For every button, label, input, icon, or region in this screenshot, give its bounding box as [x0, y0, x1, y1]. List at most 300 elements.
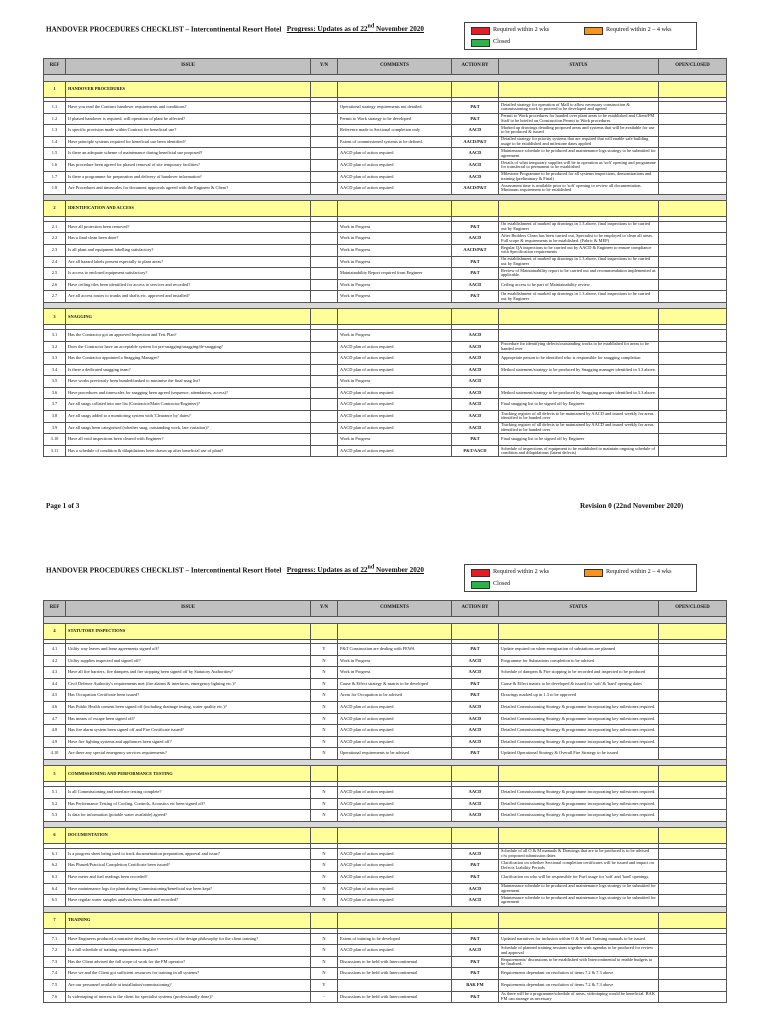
- legend-orange-swatch: [584, 27, 603, 35]
- row-ref: 4.10: [44, 748, 66, 760]
- section-header-row: [44, 623, 727, 639]
- row-issue: Have maintenance logs for plant during Commissioning/beneficial use been kept?: [66, 883, 311, 895]
- row-comments: Work in Progress: [338, 667, 452, 679]
- table-row: [44, 233, 727, 245]
- row-ref: 3.7: [44, 399, 66, 411]
- row-open-closed: [659, 291, 727, 303]
- row-yn: [311, 113, 338, 125]
- row-issue: Does the Contractor have an acceptable system for pre-snagging/snagging/de-snagging?: [66, 341, 311, 353]
- row-issue: Utility way leaves and lease agreements signed off?: [66, 644, 311, 656]
- row-open-closed: [659, 411, 727, 423]
- col-header-action: ACTION BY: [452, 59, 499, 75]
- row-status: Schedule of dampers & Fire stopping to be recorded and inspected to be produced: [499, 667, 659, 679]
- document-header-page-2: [46, 565, 424, 574]
- table-row: [44, 798, 727, 810]
- table-row: [44, 136, 727, 148]
- row-open-closed: [659, 399, 727, 411]
- row-comments: AACD plan of action required: [338, 399, 452, 411]
- row-ref: 3.1: [44, 329, 66, 341]
- row-action-by: AACD: [452, 329, 499, 341]
- row-status: Tracking register of all defects to be maintained by AACD and issued weekly for areas identified to be handed over: [499, 411, 659, 423]
- section-empty-cell: [499, 623, 659, 639]
- document-title: HANDOVER PROCEDURES CHECKLIST – Intercontinental Resort Hotel: [46, 25, 282, 34]
- section-empty-cell: [452, 81, 499, 97]
- row-comments: Discussions to be held with Intercontinental: [338, 968, 452, 980]
- row-ref: 7.2: [44, 945, 66, 957]
- row-ref: 6.1: [44, 848, 66, 860]
- table-row: [44, 399, 727, 411]
- table-row: [44, 895, 727, 907]
- row-open-closed: [659, 980, 727, 992]
- section-ref: 1: [44, 81, 66, 97]
- section-empty-cell: [452, 201, 499, 217]
- row-open-closed: [659, 159, 727, 171]
- row-action-by: AACD: [452, 786, 499, 798]
- row-action-by: AACD: [452, 353, 499, 365]
- row-action-by: AACD: [452, 125, 499, 137]
- row-issue: Is all Commissioning and interface testing complete?: [66, 786, 311, 798]
- row-action-by: AACD: [452, 667, 499, 679]
- row-status: Milestone Programme to be produced for all systems inspections, demonstrations and training (preliminary & Final): [499, 171, 659, 183]
- section-empty-cell: [338, 309, 452, 325]
- row-yn: N: [311, 701, 338, 713]
- section-empty-cell: [499, 766, 659, 782]
- row-open-closed: [659, 644, 727, 656]
- legend-red-label: Required within 2 wks: [493, 568, 550, 575]
- row-action-by: P&T: [452, 113, 499, 125]
- row-action-by: AACD: [452, 798, 499, 810]
- progress-date: Progress: Updates as of 22nd November 2020: [286, 24, 424, 34]
- row-yn: [311, 422, 338, 434]
- row-yn: [311, 136, 338, 148]
- row-status: After Builders Clean has been carried out, Specialist to be employed to clean all areas. Full scope & requirements to be established. (Fabric & MEP): [499, 233, 659, 245]
- table-row: [44, 933, 727, 945]
- row-issue: Have works previously been bunded/tanked to minimise the final snag list?: [66, 376, 311, 388]
- row-open-closed: [659, 329, 727, 341]
- row-comments: Work in Progress: [338, 233, 452, 245]
- row-issue: If phased handover is required, will operation of plant be affected?: [66, 113, 311, 125]
- section-empty-cell: [311, 913, 338, 929]
- section-header-row: [44, 913, 727, 929]
- row-issue: Have principle systems required for beneficial use been identified?: [66, 136, 311, 148]
- row-yn: [311, 102, 338, 114]
- row-yn: [311, 387, 338, 399]
- row-action-by: P&T: [452, 871, 499, 883]
- row-action-by: AACD: [452, 387, 499, 399]
- row-ref: 3.4: [44, 364, 66, 376]
- row-issue: Are there any special emergency services requirements?: [66, 748, 311, 760]
- row-comments: Work in Progress: [338, 376, 452, 388]
- section-empty-cell: [311, 81, 338, 97]
- row-action-by: P&T/AACD: [452, 445, 499, 457]
- row-action-by: P&T: [452, 956, 499, 968]
- row-yn: N: [311, 848, 338, 860]
- section-empty-cell: [311, 766, 338, 782]
- col-header-yn: Y/N: [311, 59, 338, 75]
- row-action-by: AACD: [452, 655, 499, 667]
- row-yn: -: [311, 991, 338, 1003]
- row-comments: AACD plan of action required: [338, 810, 452, 822]
- section-empty-cell: [452, 828, 499, 844]
- row-yn: [311, 279, 338, 291]
- row-action-by: AACD: [452, 148, 499, 160]
- row-ref: 3.6: [44, 387, 66, 399]
- row-open-closed: [659, 895, 727, 907]
- row-ref: 7.3: [44, 956, 66, 968]
- row-comments: Operational strategy requirements not detailed.: [338, 102, 452, 114]
- row-yn: N: [311, 798, 338, 810]
- table-row: [44, 644, 727, 656]
- legend-green-swatch: [471, 581, 490, 589]
- row-status: Detailed Commissioning Strategy & programme incorporating key milestones required.: [499, 786, 659, 798]
- row-status: Detailed Commissioning Strategy & programme incorporating key milestones required.: [499, 713, 659, 725]
- row-status: Updated narratives for inclusion within O & M and Training manuals to be issued: [499, 933, 659, 945]
- table-row: [44, 256, 727, 268]
- row-open-closed: [659, 655, 727, 667]
- row-comments: Discussions to be held with Intercontinental: [338, 991, 452, 1003]
- row-comments: Reference made to Sectional completion only: [338, 125, 452, 137]
- section-empty-cell: [452, 766, 499, 782]
- row-action-by: AACD: [452, 848, 499, 860]
- row-open-closed: [659, 786, 727, 798]
- status-legend-page-2: [464, 564, 697, 592]
- table-row: [44, 701, 727, 713]
- row-status: Detailed strategy for operation of Mall to allow necessary construction & commissioning work to proceed to be developed and agreed: [499, 102, 659, 114]
- row-issue: Has the Contractor got an approved Inspection and Test Plan?: [66, 329, 311, 341]
- section-ref: 6: [44, 828, 66, 844]
- row-status: Method statement/strategy to be produced by Snagging manager identified in 3.3 above.: [499, 364, 659, 376]
- section-empty-cell: [452, 309, 499, 325]
- row-ref: 2.3: [44, 244, 66, 256]
- table-row: [44, 148, 727, 160]
- row-yn: N: [311, 956, 338, 968]
- row-action-by: P&T: [452, 933, 499, 945]
- section-empty-cell: [499, 913, 659, 929]
- row-ref: 2.6: [44, 279, 66, 291]
- row-open-closed: [659, 364, 727, 376]
- col-header-ref: REF: [44, 59, 66, 75]
- row-issue: Is a full schedule of training requirements in place?: [66, 945, 311, 957]
- row-open-closed: [659, 125, 727, 137]
- row-open-closed: [659, 148, 727, 160]
- row-status: Method statement/strategy to be produced by Snagging manager identified in 3.3 above.: [499, 387, 659, 399]
- row-issue: Is data for information (potable water available) agreed?: [66, 810, 311, 822]
- row-comments: AACD plan of action required: [338, 353, 452, 365]
- row-comments: AACD plan of action required: [338, 445, 452, 457]
- table-row: [44, 113, 727, 125]
- table-row: [44, 387, 727, 399]
- row-yn: N: [311, 895, 338, 907]
- row-action-by: P&T: [452, 644, 499, 656]
- row-issue: Has Occupation Certificate been issued?: [66, 690, 311, 702]
- row-comments: AACD plan of action required: [338, 725, 452, 737]
- section-empty-cell: [338, 913, 452, 929]
- row-status: Regular QA inspections to be carried out by AACD & Engineer to ensure compliance with Specification requirements: [499, 244, 659, 256]
- table-row: [44, 159, 727, 171]
- row-issue: Has the Contractor appointed a Snagging Manager?: [66, 353, 311, 365]
- row-comments: AACD plan of action required: [338, 148, 452, 160]
- row-yn: [311, 159, 338, 171]
- section-header-row: [44, 201, 727, 217]
- row-action-by: P&T: [452, 268, 499, 280]
- row-action-by: AACD: [452, 736, 499, 748]
- table-header-row: [44, 59, 727, 75]
- row-status: Marked up drawings detailing proposed areas and systems that will be available for use to be produced & issued: [499, 125, 659, 137]
- row-comments: Operational requirements to be advised: [338, 748, 452, 760]
- row-action-by: AACD: [452, 725, 499, 737]
- row-ref: 7.1: [44, 933, 66, 945]
- row-ref: 5.1: [44, 786, 66, 798]
- row-issue: Has a final clean been done?: [66, 233, 311, 245]
- row-issue: Is a progress sheet being used to track documentation preparation, approval and issue?: [66, 848, 311, 860]
- row-open-closed: [659, 341, 727, 353]
- row-open-closed: [659, 268, 727, 280]
- row-yn: N: [311, 748, 338, 760]
- row-open-closed: [659, 256, 727, 268]
- row-ref: 7.4: [44, 968, 66, 980]
- row-issue: Have all void inspections been cleared with Engineer?: [66, 434, 311, 446]
- row-comments: AACD plan of action required: [338, 364, 452, 376]
- row-action-by: AACD: [452, 171, 499, 183]
- section-title: HANDOVER PROCEDURES: [66, 81, 311, 97]
- row-ref: 4.5: [44, 690, 66, 702]
- row-status: Maintenance schedule to be produced and maintenance logs strategy to be submitted for agreement: [499, 895, 659, 907]
- section-title: SNAGGING: [66, 309, 311, 325]
- row-comments: Work in Progress: [338, 221, 452, 233]
- row-action-by: P&T: [452, 690, 499, 702]
- row-status: Details of what temporary supplies will be in operation as 'soft' opening and programme for transferral to permanent to be established: [499, 159, 659, 171]
- row-comments: AACD plan of action required: [338, 895, 452, 907]
- row-issue: Are all snags collated into one list (Contractor/Main Contractor/Engineer)?: [66, 399, 311, 411]
- table-row: [44, 125, 727, 137]
- row-action-by: AACD: [452, 233, 499, 245]
- section-title: IDENTIFICATION AND ACCESS: [66, 201, 311, 217]
- legend-orange-label: Required within 2 – 4 wks: [606, 26, 672, 33]
- table-row: [44, 102, 727, 114]
- row-yn: [311, 353, 338, 365]
- row-yn: [311, 445, 338, 457]
- row-status: Detailed Commissioning Strategy & programme incorporating key milestones required.: [499, 701, 659, 713]
- row-status: Detailed Commissioning Strategy & programme incorporating key milestones required.: [499, 798, 659, 810]
- section-title: STATUTORY INSPECTIONS: [66, 623, 311, 639]
- section-empty-cell: [659, 766, 727, 782]
- col-header-action: ACTION BY: [452, 601, 499, 617]
- row-open-closed: [659, 387, 727, 399]
- row-status: Detailed Commissioning Strategy & programme incorporating key milestones required.: [499, 736, 659, 748]
- section-empty-cell: [311, 201, 338, 217]
- row-ref: 4.7: [44, 713, 66, 725]
- legend-green-swatch: [471, 39, 490, 47]
- document-title-page-2: HANDOVER PROCEDURES CHECKLIST – Intercontinental Resort Hotel: [46, 566, 282, 575]
- row-action-by: AACD: [452, 945, 499, 957]
- table-row: [44, 991, 727, 1003]
- table-row: [44, 329, 727, 341]
- section-empty-cell: [311, 828, 338, 844]
- section-empty-cell: [338, 828, 452, 844]
- table-header-row: [44, 601, 727, 617]
- row-open-closed: [659, 434, 727, 446]
- table-row: [44, 268, 727, 280]
- row-ref: 3.3: [44, 353, 66, 365]
- row-issue: Have you read the Contract handover requirements and conditions?: [66, 102, 311, 114]
- row-issue: Utility supplies inspected and signed off?: [66, 655, 311, 667]
- table-row: [44, 341, 727, 353]
- row-yn: [311, 148, 338, 160]
- row-open-closed: [659, 445, 727, 457]
- col-header-open-closed: OPEN/CLOSED: [659, 601, 727, 617]
- row-action-by: BAK FM: [452, 980, 499, 992]
- section-header-row: [44, 309, 727, 325]
- row-yn: N: [311, 678, 338, 690]
- checklist-table-page-1: [43, 58, 727, 457]
- row-comments: AACD plan of action required: [338, 945, 452, 957]
- col-header-issue: ISSUE: [66, 59, 311, 75]
- row-status: As there will be a programme/schedule of areas, videotaping would be beneficial. BAK FM can arrange as necessary: [499, 991, 659, 1003]
- row-status: Programme for Substations completion to be advised: [499, 655, 659, 667]
- table-row: [44, 786, 727, 798]
- row-comments: AACD plan of action required: [338, 387, 452, 399]
- row-status: Requirements dependant on resolution of items 7.2 & 7.3 above: [499, 968, 659, 980]
- row-open-closed: [659, 221, 727, 233]
- row-comments: Cause & Effect strategy & matrix to be developed: [338, 678, 452, 690]
- row-issue: Have all protection been removed?: [66, 221, 311, 233]
- row-status: Requirements dependant on resolution of items 7.2 & 7.3 above: [499, 980, 659, 992]
- row-open-closed: [659, 113, 727, 125]
- row-comments: AACD plan of action required: [338, 883, 452, 895]
- row-action-by: AACD: [452, 883, 499, 895]
- row-ref: 1.1: [44, 102, 66, 114]
- row-issue: Is there an adequate scheme of maintenance during beneficial use proposed?: [66, 148, 311, 160]
- row-action-by: P&T: [452, 860, 499, 872]
- row-status: Cause & Effect matrix to be developed & issued for 'soft' & 'hard' opening dates: [499, 678, 659, 690]
- row-comments: AACD plan of action required: [338, 171, 452, 183]
- row-yn: N: [311, 945, 338, 957]
- row-yn: [311, 434, 338, 446]
- row-comments: Work in Progress: [338, 434, 452, 446]
- row-comments: Work in Progress: [338, 329, 452, 341]
- row-action-by: AACD: [452, 701, 499, 713]
- row-issue: Are all snags been categorised (whether snag, outstanding work, late variation)?: [66, 422, 311, 434]
- row-ref: 1.7: [44, 171, 66, 183]
- section-empty-cell: [338, 201, 452, 217]
- row-issue: Has the Client advised the full scope of work for the FM operator?: [66, 956, 311, 968]
- row-ref: 3.5: [44, 376, 66, 388]
- row-issue: Has Phased/Practical Completion Certificate been issued?: [66, 860, 311, 872]
- section-ref: 7: [44, 913, 66, 929]
- row-yn: [311, 329, 338, 341]
- row-action-by: P&T: [452, 748, 499, 760]
- row-action-by: AACD/P&T: [452, 244, 499, 256]
- section-empty-cell: [338, 81, 452, 97]
- row-open-closed: [659, 690, 727, 702]
- row-ref: 1.3: [44, 125, 66, 137]
- row-comments: Maintainability Report required from Engineer: [338, 268, 452, 280]
- row-open-closed: [659, 945, 727, 957]
- table-row: [44, 279, 727, 291]
- legend-orange-label: Required within 2 – 4 wks: [606, 568, 672, 575]
- row-status: Permit to Work procedures for handed over plant areas to be established and Client/FM Staff to be briefed on Construction Permit to Work procedures: [499, 113, 659, 125]
- row-status: Maintenance schedule to be produced and maintenance logs strategy to be submitted for agreement: [499, 148, 659, 160]
- row-status: Requirements/ discussions to be established with Intercontinental to enable budgets to be finalised.: [499, 956, 659, 968]
- table-row: [44, 244, 727, 256]
- row-open-closed: [659, 810, 727, 822]
- row-yn: N: [311, 860, 338, 872]
- table-row: [44, 364, 727, 376]
- section-ref: 5: [44, 766, 66, 782]
- section-empty-cell: [499, 81, 659, 97]
- row-comments: AACD plan of action required: [338, 848, 452, 860]
- row-issue: Have Engineers produced a narrative detailing the overview of the design philosophy for the client training?: [66, 933, 311, 945]
- row-comments: AACD plan of action required: [338, 411, 452, 423]
- row-open-closed: [659, 136, 727, 148]
- row-open-closed: [659, 933, 727, 945]
- row-issue: Has means of escape been signed off?: [66, 713, 311, 725]
- table-row: [44, 690, 727, 702]
- row-ref: 4.1: [44, 644, 66, 656]
- row-open-closed: [659, 968, 727, 980]
- row-issue: Has Performance Testing of Cooling, Controls, Acoustics etc been signed off?: [66, 798, 311, 810]
- row-status: Tracking register of all defects to be maintained by AACD and issued weekly for areas identified to be handed over: [499, 422, 659, 434]
- row-issue: Is there a dedicated snagging team?: [66, 364, 311, 376]
- legend-orange-swatch: [584, 569, 603, 577]
- row-yn: [311, 256, 338, 268]
- table-row: [44, 810, 727, 822]
- col-header-open-closed: OPEN/CLOSED: [659, 59, 727, 75]
- row-open-closed: [659, 956, 727, 968]
- row-comments: Discussions to be held with Intercontinental: [338, 956, 452, 968]
- row-open-closed: [659, 422, 727, 434]
- table-row: [44, 171, 727, 183]
- row-status: Schedule of planned training sessions together with agendas to be produced for review and approval: [499, 945, 659, 957]
- col-header-yn: Y/N: [311, 601, 338, 617]
- row-ref: 1.8: [44, 183, 66, 195]
- row-open-closed: [659, 183, 727, 195]
- row-yn: N: [311, 655, 338, 667]
- col-header-issue: ISSUE: [66, 601, 311, 617]
- row-issue: Have we and the Client got sufficient resources for training in all systems?: [66, 968, 311, 980]
- row-open-closed: [659, 701, 727, 713]
- row-open-closed: [659, 678, 727, 690]
- row-issue: Have meter and fuel readings been recorded?: [66, 871, 311, 883]
- row-action-by: AACD: [452, 411, 499, 423]
- row-issue: Has Public Health consent been signed off (including drainage testing, water quality etc.)?: [66, 701, 311, 713]
- row-issue: Has procedure been agreed for phased removal of site temporary facilities?: [66, 159, 311, 171]
- row-open-closed: [659, 376, 727, 388]
- section-header-row: [44, 81, 727, 97]
- row-action-by: AACD: [452, 376, 499, 388]
- row-action-by: P&T: [452, 968, 499, 980]
- row-yn: N: [311, 871, 338, 883]
- table-row: [44, 713, 727, 725]
- row-action-by: P&T: [452, 678, 499, 690]
- row-status: Schedule of inspections of equipment to be established to maintain ongoing schedule of condition and dilapidations (latent defects): [499, 445, 659, 457]
- section-empty-cell: [499, 309, 659, 325]
- row-yn: [311, 233, 338, 245]
- page-number: Page 1 of 3: [46, 502, 80, 510]
- row-action-by: AACD: [452, 422, 499, 434]
- row-action-by: P&T: [452, 102, 499, 114]
- legend-red-swatch: [471, 27, 490, 35]
- row-comments: AACD plan of action required: [338, 871, 452, 883]
- revision-label: Revision 0 (22nd November 2020): [580, 502, 684, 510]
- row-yn: [311, 183, 338, 195]
- table-row: [44, 945, 727, 957]
- row-comments: AACD plan of action required: [338, 341, 452, 353]
- row-yn: Y: [311, 980, 338, 992]
- row-comments: AACD plan of action required: [338, 736, 452, 748]
- table-row: [44, 848, 727, 860]
- row-ref: 3.8: [44, 411, 66, 423]
